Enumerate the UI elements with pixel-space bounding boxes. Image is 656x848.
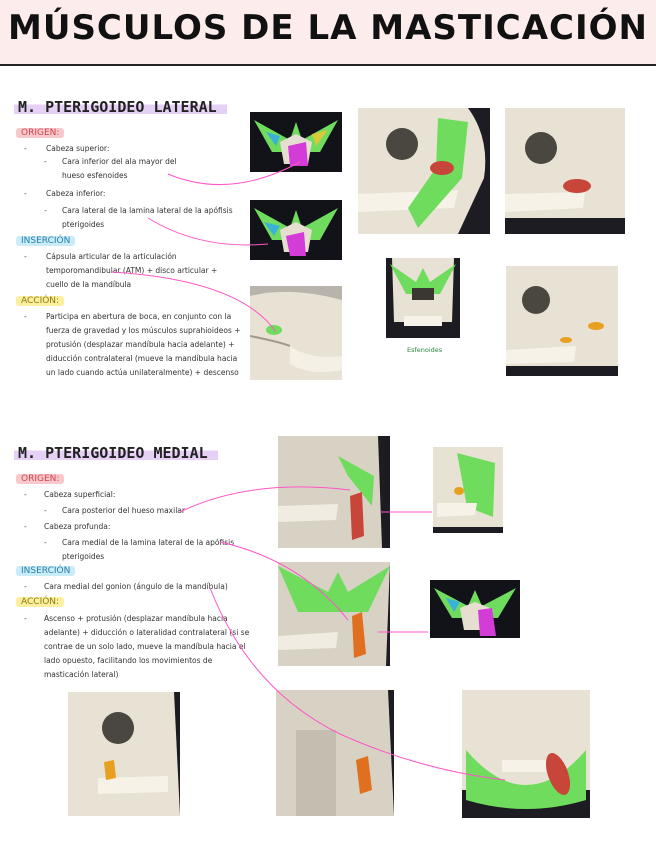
- skull-posterior-image: [276, 690, 394, 816]
- lateral-origen-2: Cabeza inferior:: [46, 189, 106, 198]
- medial-origen-2a: Cara medial de la lamina lateral de la apófisis: [62, 538, 235, 547]
- medial-origen-2: Cabeza profunda:: [44, 522, 111, 531]
- medial-insercion-label: INSERCIÓN: [16, 566, 75, 576]
- skull-medial-sagittal-image: [278, 436, 390, 548]
- medial-accion-1: Ascenso + protusión (desplazar mandíbula hacia: [44, 614, 228, 623]
- lateral-accion-3: protusión (desplazar mandíbula hacia adelante) +: [46, 340, 235, 349]
- lateral-origen-2a: Cara lateral de la lamina lateral de la apófisis: [62, 206, 233, 215]
- bullet: -: [44, 157, 47, 166]
- lateral-origen-1: Cabeza superior:: [46, 144, 110, 153]
- bullet: -: [44, 506, 47, 515]
- skull-tmj-image: [250, 286, 342, 380]
- bullet: -: [24, 189, 27, 198]
- sphenoid-image-3: [430, 580, 520, 638]
- skull-lateral-green-image: [358, 108, 490, 234]
- medial-accion-4: lado opuesto, facilitando los movimientos de: [44, 656, 213, 665]
- skull-front-muscle-image: [68, 692, 180, 816]
- lateral-insercion-label: INSERCIÓN: [16, 236, 75, 246]
- skull-medial-green-image: [433, 447, 503, 533]
- medial-insercion-1: Cara medial del gonion (ángulo de la mandíbula): [44, 582, 228, 591]
- medial-accion-label: ACCIÓN:: [16, 597, 64, 607]
- lateral-origen-label: ORIGEN:: [16, 128, 64, 138]
- medial-origen-label: ORIGEN:: [16, 474, 64, 484]
- sphenoid-caption: Esfenoides: [407, 346, 443, 354]
- medial-origen-1a: Cara posterior del hueso maxilar: [62, 506, 185, 515]
- bullet: -: [24, 312, 27, 321]
- lateral-heading: M. PTERIGOIDEO LATERAL: [14, 98, 227, 116]
- medial-heading: M. PTERIGOIDEO MEDIAL: [14, 444, 218, 462]
- lateral-accion-5: un lado cuando actúa unilateralmente) + descenso: [46, 368, 239, 377]
- lateral-insercion-1c: cuello de la mandíbula: [46, 280, 132, 289]
- bullet: -: [24, 252, 27, 261]
- lateral-insercion-1a: Cápsula articular de la articulación: [46, 252, 177, 261]
- lateral-origen-1a: Cara inferior del ala mayor del: [62, 157, 177, 166]
- bullet: -: [24, 144, 27, 153]
- skull-lateral-muscle-image: [505, 108, 625, 234]
- medial-origen-2b: pterigoides: [62, 552, 105, 561]
- medial-accion-5: masticación lateral): [44, 670, 119, 679]
- lateral-insercion-1b: temporomandibular (ATM) + disco articular +: [46, 266, 218, 275]
- bullet: -: [24, 614, 27, 623]
- skull-tmj-orange-image: [506, 266, 618, 376]
- skull-inferior-green-image: [462, 690, 590, 818]
- bullet: -: [44, 538, 47, 547]
- lateral-accion-4: diducción contralateral (mueve la mandíbula hacia: [46, 354, 238, 363]
- sphenoid-image-1: [250, 112, 342, 172]
- skull-front-sphenoid-image: [386, 258, 460, 338]
- bullet: -: [24, 582, 27, 591]
- lateral-origen-2b: pterigoides: [62, 220, 105, 229]
- medial-origen-1: Cabeza superficial:: [44, 490, 116, 499]
- page-title: MÚSCULOS DE LA MASTICACIÓN: [8, 8, 648, 48]
- skull-medial-sphenoid-image: [278, 562, 390, 666]
- medial-accion-2: adelante) + diducción o lateralidad contralateral (si se: [44, 628, 250, 637]
- bullet: -: [24, 522, 27, 531]
- bullet: -: [44, 206, 47, 215]
- lateral-accion-1: Participa en abertura de boca, en conjunto con la: [46, 312, 232, 321]
- sphenoid-image-2: [250, 200, 342, 260]
- lateral-origen-1b: hueso esfenoides: [62, 171, 128, 180]
- lateral-accion-label: ACCIÓN:: [16, 296, 64, 306]
- bullet: -: [24, 490, 27, 499]
- medial-accion-3: contrae de un solo lado, mueve la mandíbula hacia el: [44, 642, 246, 651]
- lateral-accion-2: fuerza de gravedad y los músculos suprahioideos +: [46, 326, 241, 335]
